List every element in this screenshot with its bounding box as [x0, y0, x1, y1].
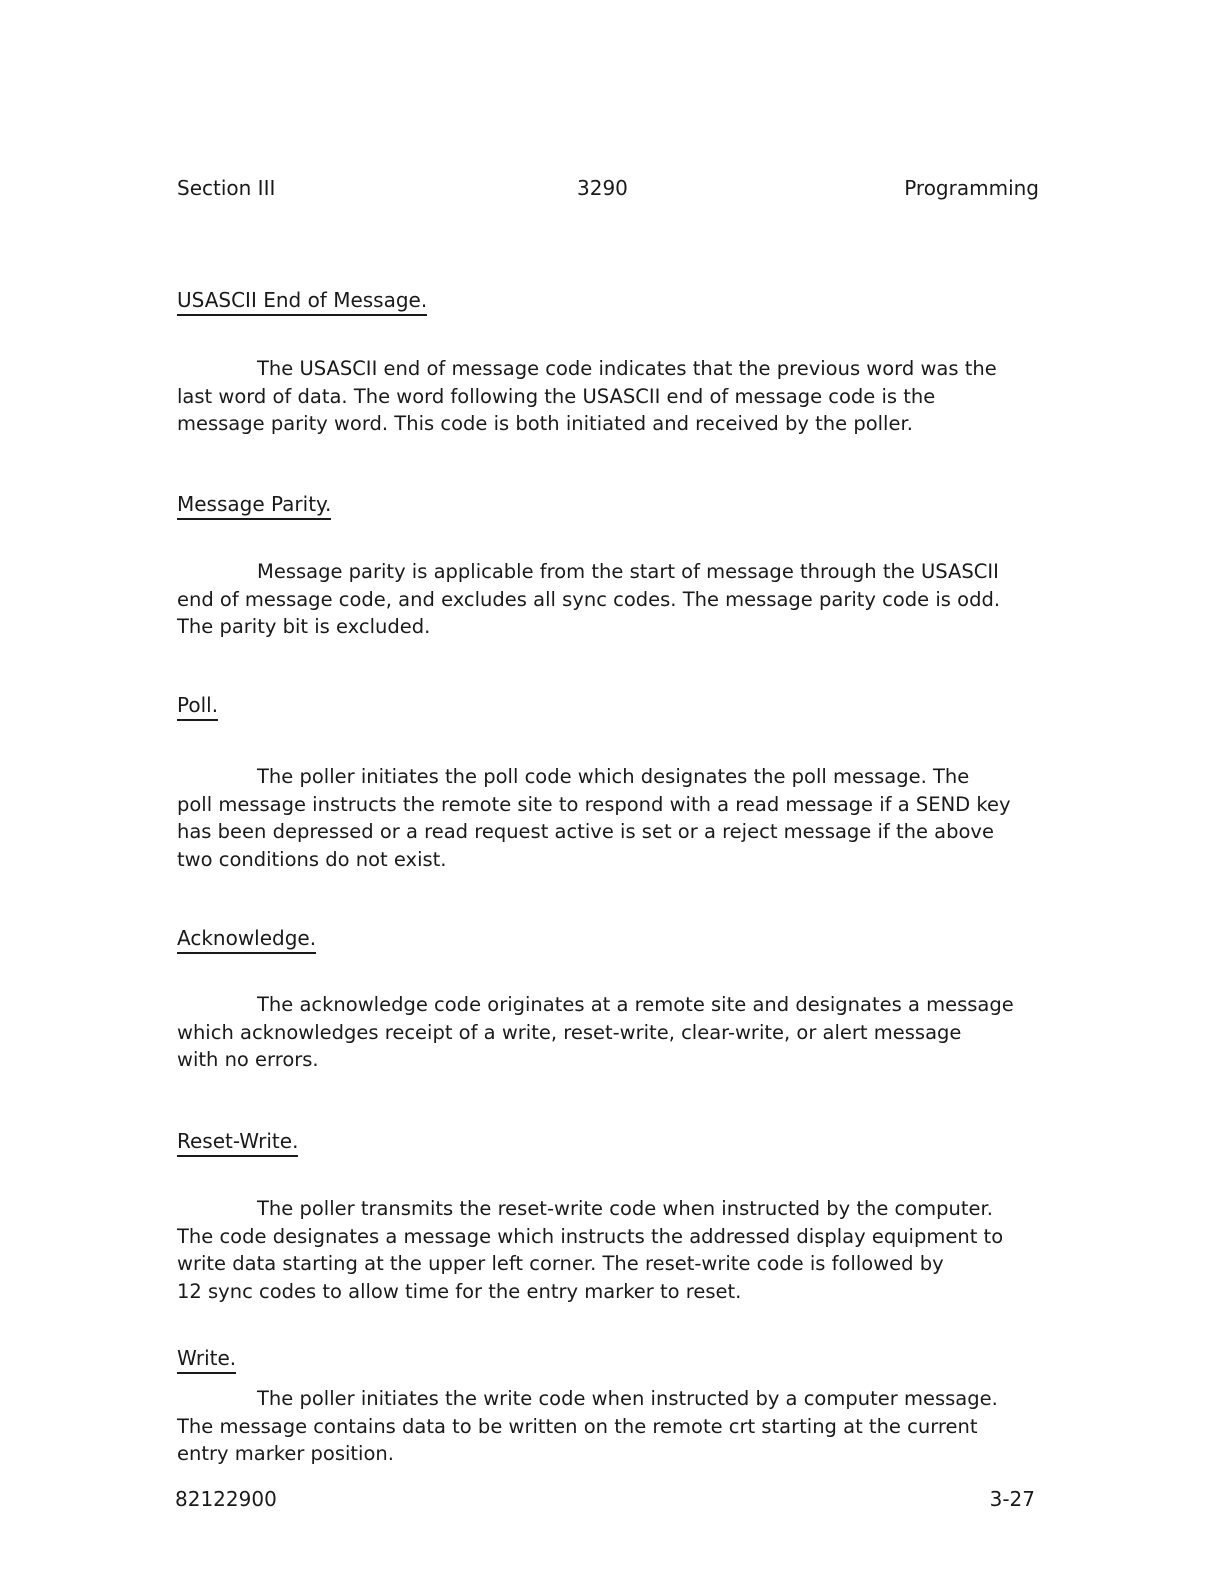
paragraph-line: The poller initiates the poll code which designates the poll message. The: [257, 765, 970, 788]
paragraph-line: entry marker position.: [177, 1442, 394, 1465]
paragraph-poll: [177, 763, 1057, 873]
paragraph-line: two conditions do not exist.: [177, 847, 447, 871]
section-heading-usascii-end-of-message: USASCII End of Message.: [177, 287, 427, 316]
paragraph-line: write data starting at the upper left corner. The reset-write code is followed by: [177, 1252, 944, 1275]
paragraph-line: last word of data. The word following the USASCII end of message code is the: [177, 384, 936, 408]
paragraph-acknowledge: [177, 991, 1057, 1074]
paragraph-line: end of message code, and excludes all sync codes. The message parity code is odd.: [177, 587, 1001, 611]
section-heading-poll: Poll.: [177, 692, 218, 721]
section-heading-write: Write.: [177, 1345, 236, 1374]
header-section: Section III: [177, 176, 276, 200]
paragraph-line: poll message instructs the remote site to respond with a read message if a SEND key: [177, 792, 1011, 816]
paragraph-write: [177, 1385, 1057, 1468]
paragraph-line: The poller initiates the write code when instructed by a computer message.: [257, 1387, 998, 1410]
section-heading-message-parity: Message Parity.: [177, 491, 331, 520]
paragraph-message-parity: [177, 558, 1057, 641]
paragraph-line: has been depressed or a read request active is set or a reject message if the above: [177, 820, 994, 843]
section-heading-acknowledge: Acknowledge.: [177, 925, 316, 954]
section-heading-reset-write: Reset-Write.: [177, 1128, 298, 1157]
header-chapter: Programming: [904, 176, 1039, 200]
paragraph-line: Message parity is applicable from the start of message through the USASCII: [257, 560, 999, 583]
paragraph-line: The parity bit is excluded.: [177, 615, 431, 638]
paragraph-line: The poller transmits the reset-write code when instructed by the computer.: [257, 1197, 993, 1220]
paragraph-line: The code designates a message which instructs the addressed display equipment to: [177, 1224, 1004, 1248]
paragraph-line: which acknowledges receipt of a write, reset-write, clear-write, or alert message: [177, 1020, 962, 1044]
paragraph-line: 12 sync codes to allow time for the entry marker to reset.: [177, 1279, 742, 1303]
footer-doc-id: 82122900: [175, 1487, 277, 1511]
header-doc-number: 3290: [577, 176, 628, 200]
paragraph-line: message parity word. This code is both initiated and received by the poller.: [177, 412, 913, 435]
paragraph-line: The USASCII end of message code indicates that the previous word was the: [257, 357, 997, 380]
paragraph-line: The message contains data to be written on the remote crt starting at the current: [177, 1414, 978, 1438]
page-header: [177, 176, 1039, 206]
paragraph-line: with no errors.: [177, 1048, 319, 1071]
page-footer: [175, 1487, 1035, 1517]
paragraph-reset-write: [177, 1195, 1057, 1305]
footer-page-number: 3-27: [989, 1487, 1035, 1511]
paragraph-line: The acknowledge code originates at a remote site and designates a message: [257, 993, 1014, 1016]
paragraph-usascii-end-of-message: [177, 355, 1057, 438]
